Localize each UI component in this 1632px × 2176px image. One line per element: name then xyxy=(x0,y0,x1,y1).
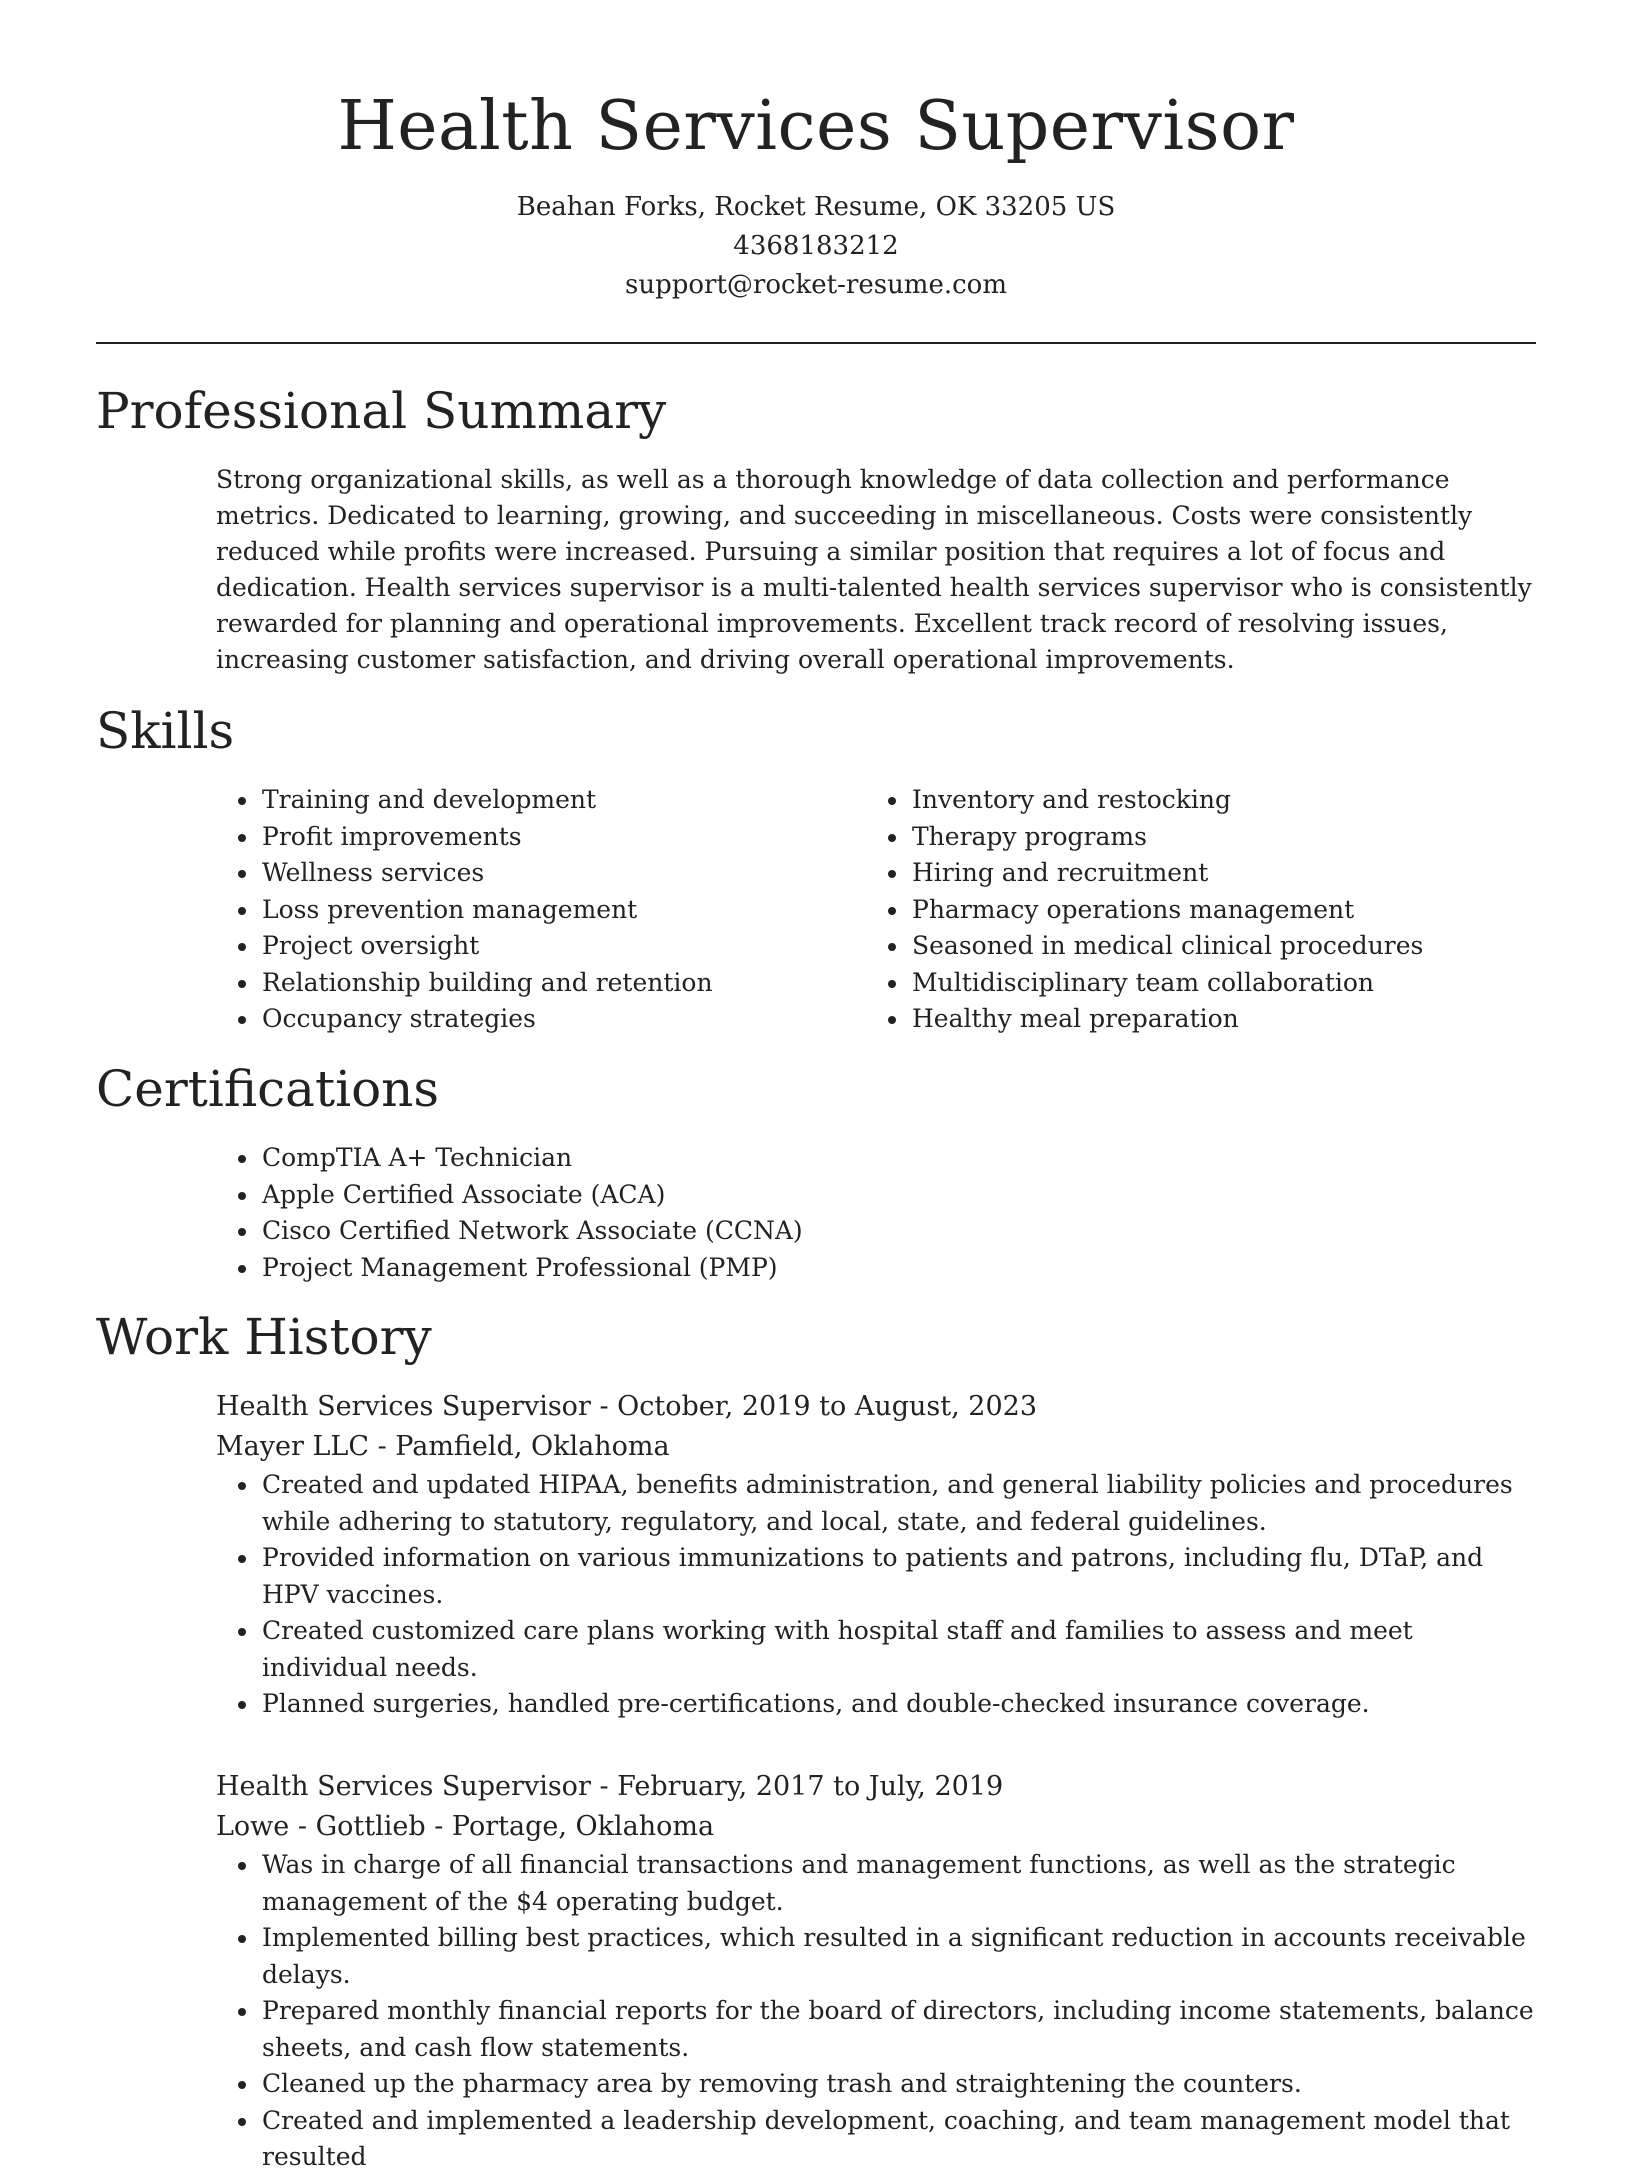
job-location: - Portage, Oklahoma xyxy=(425,1811,715,1842)
skills-column-right xyxy=(866,782,1516,1038)
contact-address: Beahan Forks, Rocket Resume, OK 33205 US xyxy=(516,192,1116,222)
certification-item: • Project Management Professional (PMP) xyxy=(260,1250,1538,1287)
skill-item: • Pharmacy operations management xyxy=(910,892,1516,929)
job-title-line xyxy=(216,1767,1538,1807)
job-duty: • Provided information on various immunizations to patients and patrons, including flu, DTaP, and HPV vaccines. xyxy=(260,1540,1538,1613)
job-company: Mayer LLC xyxy=(216,1431,369,1462)
skill-item: • Hiring and recruitment xyxy=(910,855,1516,892)
skill-item: • Occupancy strategies xyxy=(260,1001,866,1038)
job-dates: - October, 2019 to August, 2023 xyxy=(590,1391,1038,1422)
skills-heading: Skills xyxy=(96,702,235,760)
job-duties xyxy=(216,1847,1538,2176)
certification-item: • Cisco Certified Network Associate (CCNA) xyxy=(260,1213,1538,1250)
skill-item: • Training and development xyxy=(260,782,866,819)
resume-header xyxy=(0,0,1632,305)
certification-item: • Apple Certified Associate (ACA) xyxy=(260,1177,1538,1214)
contact-info xyxy=(0,188,1632,305)
job-title: Health Services Supervisor xyxy=(216,1771,591,1802)
skill-item: • Seasoned in medical clinical procedures xyxy=(910,928,1516,965)
job-title-line xyxy=(216,1387,1538,1427)
skill-item: • Healthy meal preparation xyxy=(910,1001,1516,1038)
job-title: Health Services Supervisor xyxy=(216,1391,591,1422)
job-duty: • Created customized care plans working with hospital staff and families to assess and meet individual needs. xyxy=(260,1613,1538,1686)
job-duties xyxy=(216,1467,1538,1723)
certifications-heading: Certifications xyxy=(96,1060,440,1118)
header-divider xyxy=(96,342,1536,344)
job-duty: • Implemented billing best practices, which resulted in a significant reduction in accounts receivable delays. xyxy=(260,1920,1538,1993)
contact-email: support@rocket-resume.com xyxy=(624,270,1007,300)
skills-list xyxy=(216,782,1538,1038)
job-duty: • Created and implemented a leadership development, coaching, and team management model that resulted xyxy=(260,2103,1538,2176)
work-history-heading: Work History xyxy=(96,1308,432,1366)
job-dates: - February, 2017 to July, 2019 xyxy=(590,1771,1004,1802)
job-duty: • Was in charge of all financial transactions and management functions, as well as the strategic management of the $4 operating budget. xyxy=(260,1847,1538,1920)
certifications-list xyxy=(216,1140,1538,1286)
skills-column-left xyxy=(216,782,866,1038)
job-company: Lowe - Gottlieb xyxy=(216,1811,426,1842)
skill-item: • Loss prevention management xyxy=(260,892,866,929)
skill-item: • Profit improvements xyxy=(260,819,866,856)
job-company-line xyxy=(216,1427,1538,1467)
job-duty: • Prepared monthly financial reports for the board of directors, including income statements, balance sheets, and cash flow statements. xyxy=(260,1993,1538,2066)
skill-item: • Multidisciplinary team collaboration xyxy=(910,965,1516,1002)
job-location: - Pamfield, Oklahoma xyxy=(368,1431,670,1462)
contact-phone: 4368183212 xyxy=(733,231,899,261)
skill-item: • Project oversight xyxy=(260,928,866,965)
job-duty: • Created and updated HIPAA, benefits administration, and general liability policies and procedures while adhering to statutory, regulatory, and local, state, and federal guidelines. xyxy=(260,1467,1538,1540)
summary-text: Strong organizational skills, as well as a thorough knowledge of data collection and performance metrics. Dedicated to learning, growing, and succeeding in miscellaneous. Costs were consistently reduced while profits were increased. Pursuing a similar position that requires a lot of focus and dedication. Health services supervisor is a multi-talented health services supervisor who is consistently rewarded for planning and operational improvements. Excellent track record of resolving issues, increasing customer satisfaction, and driving overall operational improvements. xyxy=(216,465,1532,674)
skill-item: • Relationship building and retention xyxy=(260,965,866,1002)
candidate-name: Health Services Supervisor xyxy=(337,87,1295,166)
job-entry xyxy=(216,1387,1538,1723)
job-company-line xyxy=(216,1807,1538,1847)
job-duty: • Planned surgeries, handled pre-certifications, and double-checked insurance coverage. xyxy=(260,1686,1538,1723)
skill-item: • Therapy programs xyxy=(910,819,1516,856)
summary-heading: Professional Summary xyxy=(96,382,667,440)
job-duty: • Cleaned up the pharmacy area by removing trash and straightening the counters. xyxy=(260,2066,1538,2103)
job-entry xyxy=(216,1767,1538,2176)
skill-item: • Inventory and restocking xyxy=(910,782,1516,819)
certification-item: • CompTIA A+ Technician xyxy=(260,1140,1538,1177)
skill-item: • Wellness services xyxy=(260,855,866,892)
